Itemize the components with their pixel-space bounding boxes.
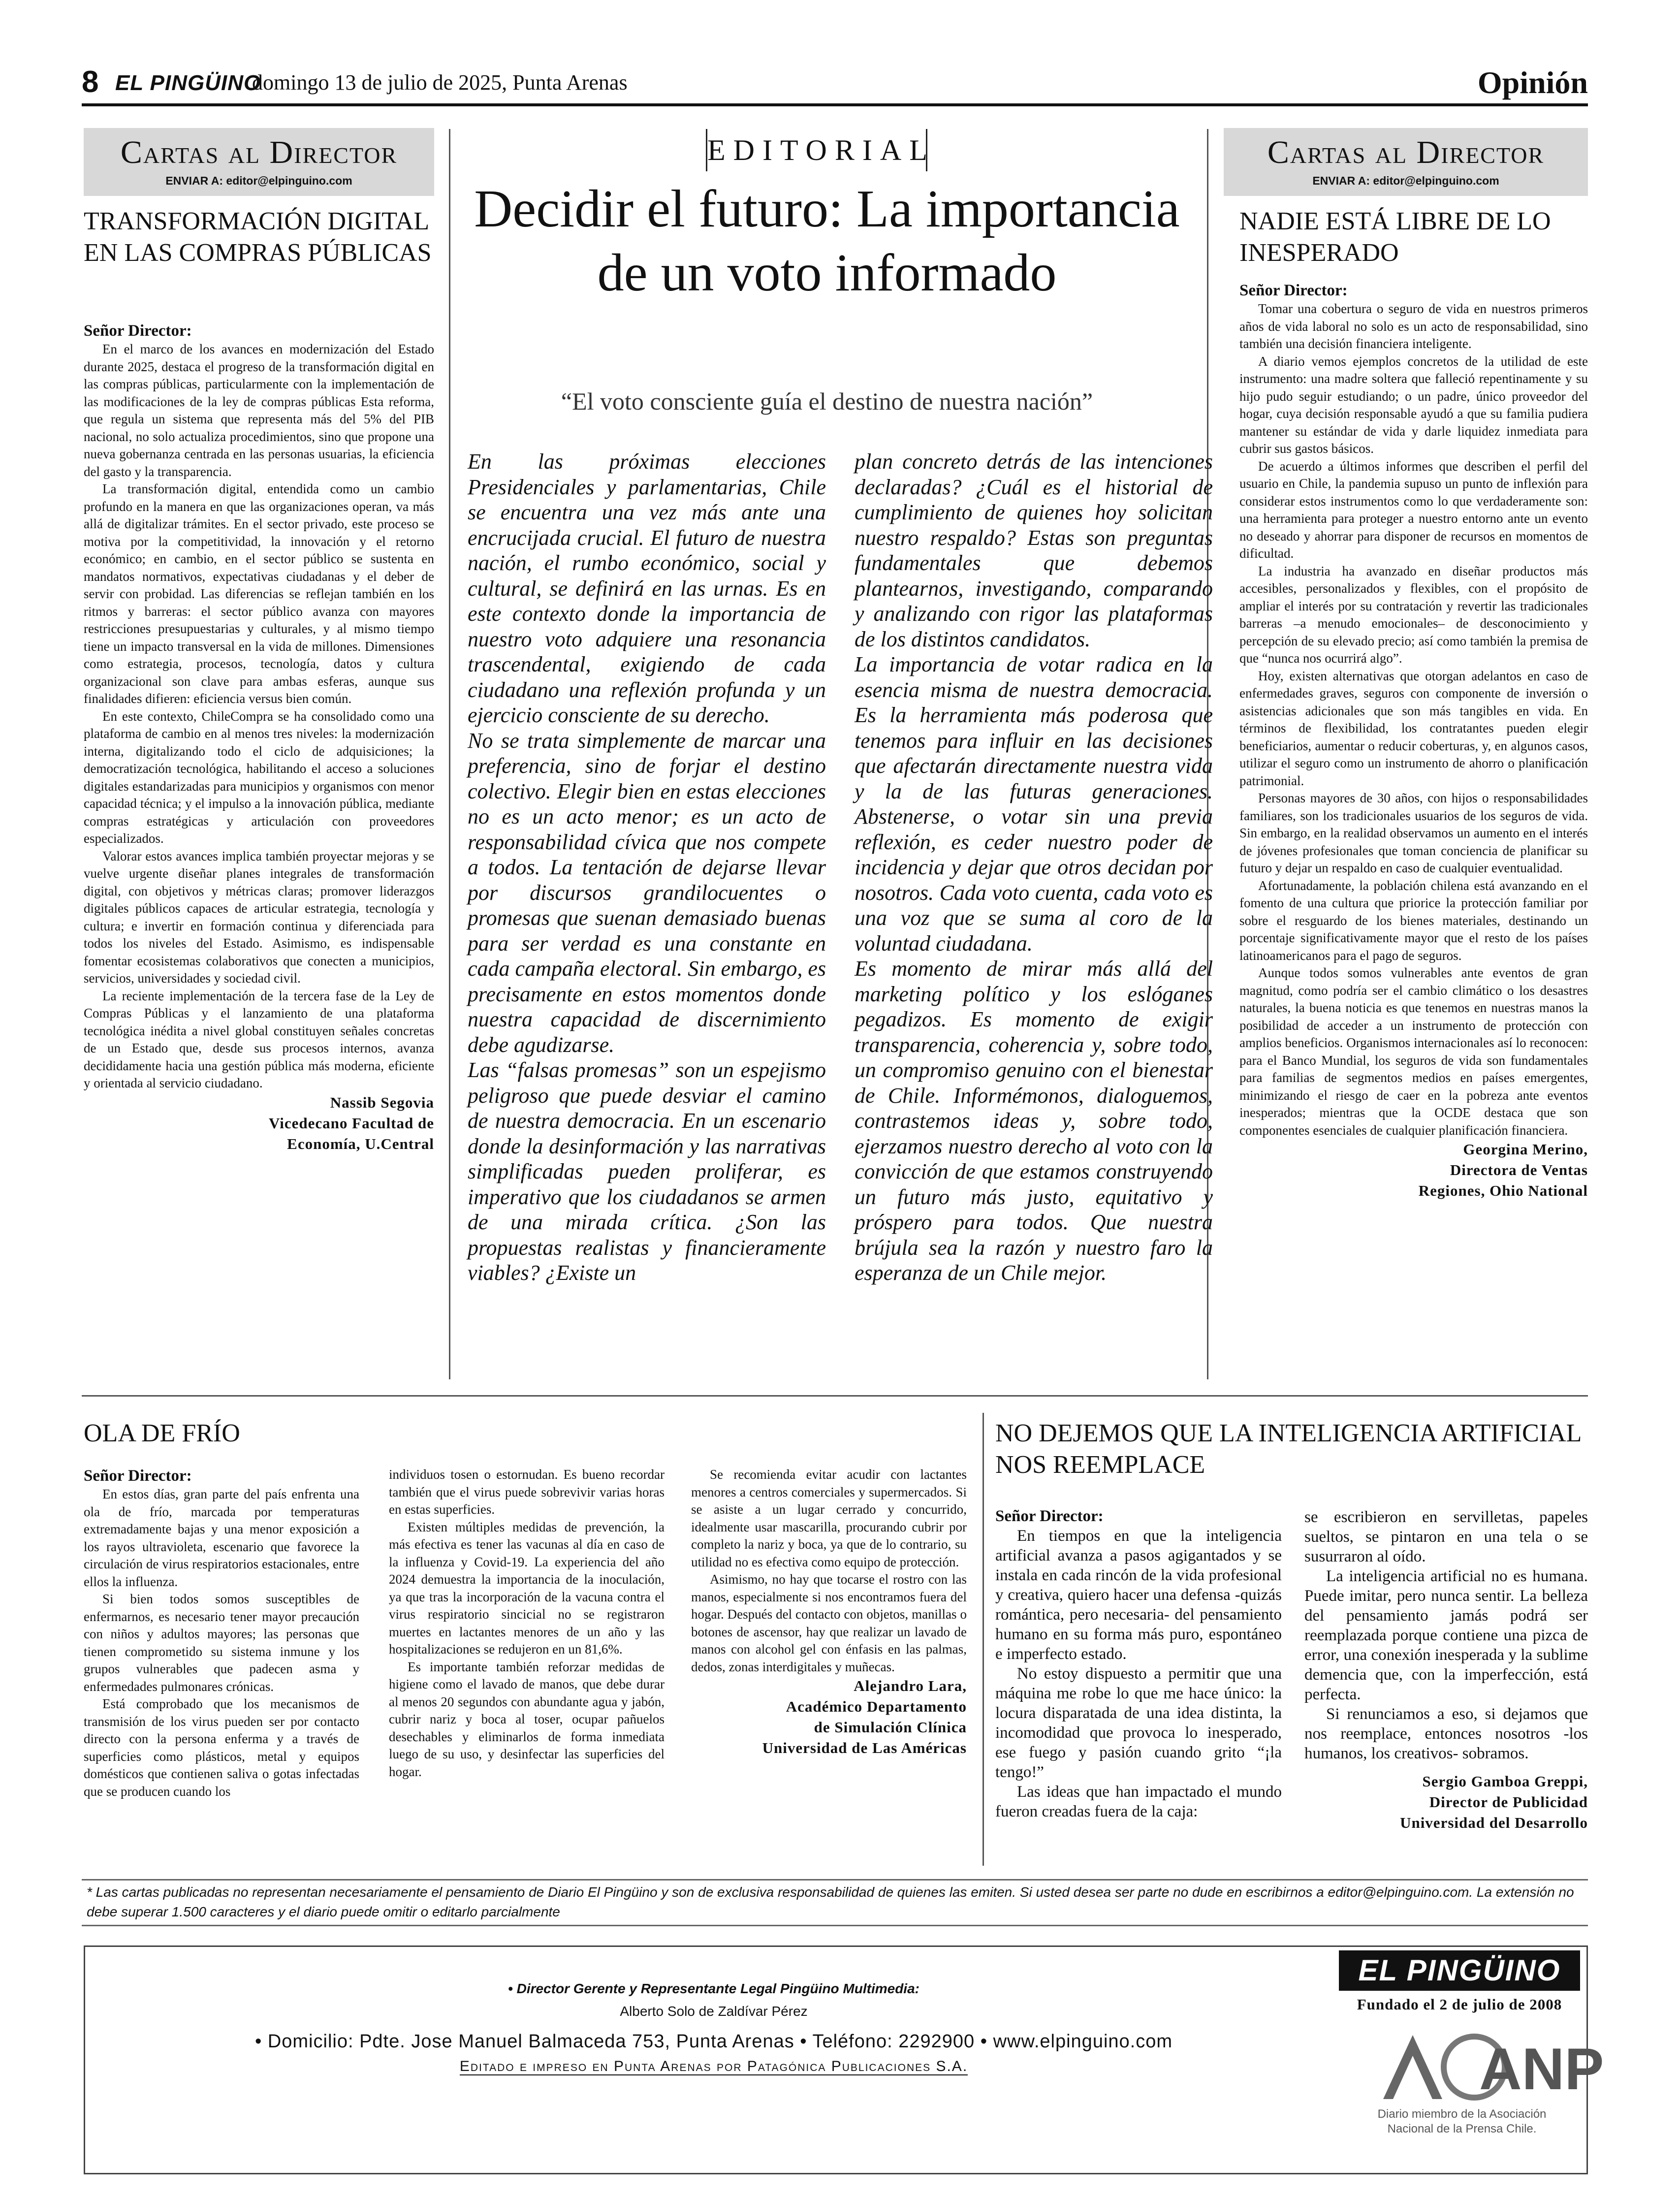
section-rule: [82, 1395, 1588, 1397]
paragraph: La importancia de votar radica en la esencia misma de nuestra democracia. Es la herramienta más poderosa que tenemos para influir en las decisiones que afectarán directamente nuestra vida y la de las futuras generaciones. Abstenerse, o votar sin una previa reflexión, es ceder nuestro poder de incidencia y dejar que otros decidan por nosotros. Cada voto cuenta, cada voto es una voz que se suma al coro de la voluntad ciudadana.: [855, 652, 1213, 956]
letter-headline-ia: NO DEJEMOS QUE LA INTELIGENCIA ARTIFICIAL NOS REEMPLACE: [995, 1419, 1581, 1479]
letters-box-right: [1224, 128, 1588, 196]
letter-ia-col-2: [1304, 1507, 1588, 1833]
paragraph: La inteligencia artificial no es humana. Puede imitar, pero nunca sentir. La belleza del pensamiento jamás podrá ser reemplazada porque contiene una pizca de error, una conexión inesperada y la sublime demencia que, con la imperfección, está perfecta.: [1304, 1567, 1588, 1703]
paragraph: En el marco de los avances en modernización del Estado durante 2025, destaca el progreso de la transformación digital en las compras públicas, particularmente con la implementación de las modificaciones de la ley de compras públicas Esta reforma, que regula un sistema que representa más del 5% del PIB nacional, no solo actualiza procedimientos, sino que propone una nueva gobernanza centrada en las personas usuarias, la eficiencia del gasto y la transparencia.: [84, 342, 434, 479]
letter-body: [1239, 300, 1588, 1139]
letter-signature: [84, 1092, 434, 1154]
letters-box-email: ENVIAR A: editor@elpinguino.com: [1312, 174, 1499, 187]
paragraph: La reciente implementación de la tercera fase de la Ley de Compras Públicas y el lanzamiento de una plataforma tecnológica inédita a nivel global constituyen señales concretas de un Estado que, desde sus procesos internos, avanza decididamente hacia una gestión pública más moderna, eficiente y orientada al servicio ciudadano.: [84, 988, 434, 1090]
address-line: • Domicilio: Pdte. Jose Manuel Balmaceda 753, Punta Arenas • Teléfono: 2292900 • www.elpinguino.com: [254, 2031, 1173, 2052]
anp-member-text: Diario miembro de la Asociación Nacional de la Prensa Chile.: [1377, 2107, 1547, 2135]
salutation: Señor Director:: [995, 1507, 1104, 1525]
letter-headline-transformacion: TRANSFORMACIÓN DIGITAL EN LAS COMPRAS PÚBLICAS: [84, 207, 432, 267]
salutation: Señor Director:: [1239, 282, 1348, 299]
letter-signature: [691, 1676, 967, 1758]
paragraph: En estos días, gran parte del país enfrenta una ola de frío, marcada por temperaturas extremadamente bajas y una menor exposición a los rayos ultravioleta, escenario que favorece la circulación de virus respiratorios estacionales, entre ellos la influenza.: [84, 1487, 359, 1589]
letter-inesperado: [1239, 281, 1588, 1201]
paragraph: Es importante también reforzar medidas de higiene como el lavado de manos, que debe durar al menos 20 segundos con abundante agua y jabón, cubrir nariz y boca al toser, ocupar pañuelos desechables y eliminarlos de forma inmediata luego de su uso, y desinfectar las superficies del hogar.: [389, 1659, 665, 1779]
editorial-column-1: [468, 449, 826, 1286]
paragraph: A diario vemos ejemplos concretos de la utilidad de este instrumento: una madre soltera que falleció repentinamente y su hijo pudo seguir estudiando; o un padre, único proveedor del hogar, cuya decisión responsable ayudó a que su familia pudiera mantener su estándar de vida y darle liquidez inmediata para cubrir sus gastos básicos.: [1239, 353, 1588, 456]
letter-body: [84, 341, 434, 1092]
paragraph: Tomar una cobertura o seguro de vida en nuestros primeros años de vida laboral no solo es un acto de responsabilidad, sino también una decisión financiera inteligente.: [1239, 301, 1588, 351]
letter-ia-col-1: [995, 1526, 1282, 1821]
paragraph: Asimismo, no hay que tocarse el rostro con las manos, especialmente si nos encontramos fuera del hogar. Después del contacto con objetos, manillas o botones de ascensor, hay que realizar un lavado de manos con alcohol gel con énfasis en las palmas, dedos, zonas interdigitales y muñecas.: [691, 1572, 967, 1674]
letter-signature: [1239, 1139, 1588, 1201]
dateline: domingo 13 de julio de 2025, Punta Arenas: [252, 70, 628, 95]
letter-headline-inesperado: NADIE ESTÁ LIBRE DE LO INESPERADO: [1239, 207, 1551, 267]
signature-title: Vicedecano Facultad de: [269, 1114, 434, 1132]
paragraph: Valorar estos avances implica también proyectar mejoras y se vuelve urgente diseñar planes integrales de transformación digital, con objetivos y métricas claras; promover liderazgos digitales públicos capaces de articular estrategia, tecnología y cultura; e invertir en formación continua y diferenciada para todos los niveles del Estado. Asimismo, es indispensable fomentar ecosistemas colaborativos que conecten a municipios, servicios, universidades y sociedad civil.: [84, 848, 434, 986]
paragraph: individuos tosen o estornudan. Es bueno recordar también que el virus puede sobrevivir varias horas en estas superficies.: [389, 1467, 665, 1517]
salutation: Señor Director:: [84, 1467, 192, 1485]
masthead-small: EL PINGÜINO: [115, 71, 261, 95]
column-rule: [449, 129, 450, 1379]
salutation: Señor Director:: [84, 322, 192, 340]
signature-name: Nassib Segovia: [330, 1093, 434, 1111]
signature-title: Director de Publicidad: [1429, 1793, 1588, 1811]
page-number: 8: [82, 65, 99, 99]
paragraph: Está comprobado que los mecanismos de transmisión de los virus pueden ser por contacto directo con la persona enferma y a través de superficies como plásticos, metal y equipos domésticos que contienen saliva o gotas infectadas que se producen cuando los: [84, 1696, 359, 1799]
signature-affiliation: Universidad de Las Américas: [762, 1739, 967, 1756]
paragraph: Hoy, existen alternativas que otorgan adelantos en caso de enfermedades graves, seguros con componente de inversión o asistencias adicionales que son más tangibles en vida. En términos de flexibilidad, los contratantes pueden elegir beneficiarios, aumentar o reducir coberturas, y, en algunos casos, utilizar el seguro como un instrumento de ahorro o planificación patrimonial.: [1239, 668, 1588, 788]
paragraph: Si renunciamos a eso, si dejamos que nos reemplace, entonces nosotros -los humanos, los creativos- sobramos.: [1304, 1705, 1588, 1762]
paragraph: En las próximas elecciones Presidenciales y parlamentarias, Chile se encuentra una vez más ante una encrucijada crucial. El futuro de nuestra nación, el rumbo económico, social y cultural, se definirá en las urnas. Es en este contexto donde la importancia de nuestro voto adquiere una resonancia trascendental, exigiendo de cada ciudadano una reflexión profunda y un ejercicio consciente de su derecho.: [468, 449, 826, 727]
anp-logo-text: ANP: [1479, 2036, 1604, 2102]
letter-ola-col-2: [389, 1466, 665, 1781]
letter-body: [1304, 1507, 1588, 1763]
signature-title: Directora de Ventas: [1450, 1161, 1588, 1179]
paragraph: Se recomienda evitar acudir con lactantes menores a centros comerciales y supermercados. Si se asiste a un lugar cerrado y concurrido, idealmente usar mascarilla, procurando cubrir por completo la nariz y boca, ya que de lo contrario, su utilidad no es efectiva como equipo de protección.: [691, 1467, 967, 1569]
editorial-subtitle: “El voto consciente guía el destino de nuestra nación”: [561, 387, 1093, 415]
paragraph: se escribieron en servilletas, papeles sueltos, se pintaron en una tela o se susurraron al oído.: [1304, 1508, 1588, 1565]
paragraph: La industria ha avanzado en diseñar productos más accesibles, personalizados y flexibles, con el propósito de ampliar el interés por su contratación y revertir las tradicionales barreras –a menudo emocionales– de desconocimiento y percepción de su elevado precio; así como también la premisa de que “nunca nos ocurrirá algo”.: [1239, 563, 1588, 666]
letters-box-email: ENVIAR A: editor@elpinguino.com: [165, 174, 352, 187]
section-title: Opinión: [1477, 65, 1588, 100]
printed-by: [98, 2056, 1329, 2077]
disclaimer-note: * Las cartas publicadas no representan necesariamente el pensamiento de Diario El Pingüino y son de exclusiva responsabilidad de quienes las emiten. Si usted desea ser parte no dude en escribirnos a editor@elpinguino.com. La extensión no debe superar 1.500 caracteres y el diario puede omitir o editarlo parcialmente: [82, 1879, 1588, 1926]
director-name: Alberto Solo de Zaldívar Pérez: [620, 2004, 808, 2019]
editorial-title: Decidir el futuro: La importancia de un voto informado: [474, 180, 1180, 302]
signature-affiliation: Regiones, Ohio National: [1418, 1182, 1588, 1199]
letters-box-title: Cartas al Director: [120, 134, 398, 170]
letter-signature: [1304, 1771, 1588, 1833]
paragraph: Existen múltiples medidas de prevención, la más efectiva es tener las vacunas al día en caso de la influenza y Covid-19. La experiencia del año 2024 demuestra la importancia de la inoculación, ya que tras la incorporación de la vacuna contra el virus respiratorio sincicial no se registraron muertes en lactantes menores de un año y las hospitalizaciones se redujeron en un 81,6%.: [389, 1519, 665, 1656]
paragraph: Las ideas que han impactado el mundo fueron creadas fuera de la caja:: [995, 1783, 1282, 1820]
paragraph: Las “falsas promesas” son un espejismo peligroso que puede desviar el camino de nuestra democracia. En un escenario donde la desinformación y las narrativas simplificadas pueden proliferar, es imperativo que los ciudadanos se armen de una mirada crítica. ¿Son las propuestas realistas y financieramente viables? ¿Existe un: [468, 1058, 826, 1285]
founded-text: Fundado el 2 de julio de 2008: [1357, 1996, 1562, 2013]
director-label: • Director Gerente y Representante Legal Pingüino Multimedia:: [508, 1981, 919, 1996]
signature-title: Académico Departamento: [786, 1698, 967, 1715]
signature-affiliation: Economía, U.Central: [287, 1135, 434, 1152]
paragraph: plan concreto detrás de las intenciones declaradas? ¿Cuál es el historial de cumplimiento de quienes hoy solicitan nuestro respaldo? Estas son preguntas fundamentales que debemos plantearnos, investigando, comparando y analizando con rigor las plataformas de los distintos candidatos.: [855, 449, 1213, 651]
paragraph: No estoy dispuesto a permitir que una máquina me robe lo que me hace único: la locura disparatada de una idea distinta, la incomodidad que provoca lo inesperado, ese fuego y pasión cuando grito “¡la tengo!”: [995, 1665, 1282, 1781]
paragraph: Afortunadamente, la población chilena está avanzando en el fomento de una cultura que priorice la protección familiar por sobre el resguardo de los bienes materiales, destinando un porcentaje significativamente mayor que el resto de los países latinoamericanos para el pago de seguros.: [1239, 878, 1588, 963]
signature-title: de Simulación Clínica: [814, 1719, 967, 1736]
letter-body: [691, 1466, 967, 1676]
paragraph: De acuerdo a últimos informes que describen el perfil del usuario en Chile, la pandemia supuso un punto de inflexión para considerar estos instrumentos como lo que verdaderamente son: una herramienta para proteger a nuestro entorno ante un evento no deseado y ahorrar para disponer de recursos en momentos de dificultad.: [1239, 458, 1588, 561]
header-rule: [82, 103, 1588, 106]
paragraph: Es momento de mirar más allá del marketing político y los eslóganes pegadizos. Es momento de exigir transparencia, coherencia y, sobre todo, un compromiso genuino con el bienestar de Chile. Informémonos, dialoguemos, contrastemos ideas y, sobre todo, ejerzamos nuestro derecho al voto con la convicción de que estamos construyendo un futuro más justo, equitativo y próspero para todos. Que nuestra brújula sea la razón y nuestro faro la esperanza de un Chile mejor.: [855, 956, 1213, 1285]
paragraph: En este contexto, ChileCompra se ha consolidado como una plataforma de cambio en al menos tres niveles: la modernización interna, digitalizando todo el ciclo de adquisiciones; la democratización tecnológica, habilitando el acceso a soluciones digitales estandarizadas para municipios y organismos con menor capacidad técnica; y el impulso a la innovación pública, mediante compras estratégicas y articulación con proveedores especializados.: [84, 708, 434, 846]
el-pinguino-logo: EL PINGÜINO: [1339, 1950, 1580, 1991]
signature-affiliation: Universidad del Desarrollo: [1400, 1814, 1588, 1831]
letter-ola-col-3: [691, 1466, 967, 1758]
signature-name: Alejandro Lara,: [854, 1677, 967, 1694]
paragraph: Personas mayores de 30 años, con hijos o responsabilidades familiares, son los tradicionales usuarios de los seguros de vida. Sin embargo, en la realidad observamos un aumento en el interés de jóvenes profesionales que toman conciencia de planificar su futuro y dejar un respaldo en caso de cualquier eventualidad.: [1239, 791, 1588, 875]
printed-by-text: Editado e impreso en Punta Arenas por Patagónica Publicaciones S.A.: [459, 2058, 968, 2074]
paragraph: La transformación digital, entendida como un cambio profundo en la manera en que las organizaciones operan, va más allá de digitalizar trámites. En el sector privado, este proceso se motiva por la competitividad, la innovación y el retorno económico; en cambio, en el sector público se sustenta en mandatos normativos, expectativas ciudadanas y el deber de servir con probidad. Las diferencias se reflejan también en los ritmos y barreras: el sector público avanza con mayores restricciones presupuestarias y culturales, y al mismo tiempo tiene un impacto transversal en la vida de millones. Dimensiones como estrategia, procesos, tecnología, datos y cultura organizacional son clave para ambas esferas, aunque sus finalidades difieren: eficiencia versus bien común.: [84, 481, 434, 706]
editorial-label: EDITORIAL: [706, 129, 927, 171]
paragraph: Si bien todos somos susceptibles de enfermarnos, es necesario tener mayor precaución con niños y adultos mayores; las personas que tienen comprometido su sistema inmune y los grupos vulnerables que padecen asma y enfermedades pulmonares crónicas.: [84, 1592, 359, 1694]
editorial-column-2: [855, 449, 1213, 1286]
paragraph: En tiempos en que la inteligencia artificial avanza a pasos agigantados y se instala en cada rincón de la vida profesional y creativa, quiero hacer una defensa -quizás romántica, pero necesaria- del pensamiento humano en su forma más puro, espontáneo e imperfecto estado.: [995, 1527, 1282, 1663]
signature-name: Sergio Gamboa Greppi,: [1422, 1773, 1588, 1790]
letters-box-left: [84, 128, 434, 196]
signature-name: Georgina Merino,: [1463, 1141, 1588, 1158]
paragraph: Aunque todos somos vulnerables ante eventos de gran magnitud, como podría ser el cambio climático o los desastres naturales, la buena noticia es que tenemos en nuestras manos la posibilidad de acceder a un instrumento de protección con amplios beneficios. Organismos internacionales así lo reconocen: para el Banco Mundial, los seguros de vida son fundamentales para familias de segmentos medios en países emergentes, minimizando el riesgo de caer en la pobreza ante eventos inesperados; mientras que la OCDE destaca que son componentes esenciales de cualquier planificación financiera.: [1239, 965, 1588, 1138]
column-rule: [983, 1413, 984, 1866]
paragraph: No se trata simplemente de marcar una preferencia, sino de forjar el destino colectivo. Elegir bien en estas elecciones no es un acto menor; es un acto de responsabilidad cívica que nos compete a todos. La tentación de dejarse llevar por discursos grandilocuentes o promesas que suenan demasiado buenas para ser verdad es una constante en cada campaña electoral. Sin embargo, es precisamente en estos momentos donde nuestra capacidad de discernimiento debe agudizarse.: [468, 728, 826, 1057]
letter-ola-col-1: [84, 1486, 359, 1800]
anp-logo-icon: [1373, 2020, 1604, 2104]
letters-box-title: Cartas al Director: [1267, 134, 1545, 170]
letter-headline-ola-de-frio: OLA DE FRÍO: [84, 1419, 240, 1447]
letter-transformacion: [84, 321, 434, 1154]
